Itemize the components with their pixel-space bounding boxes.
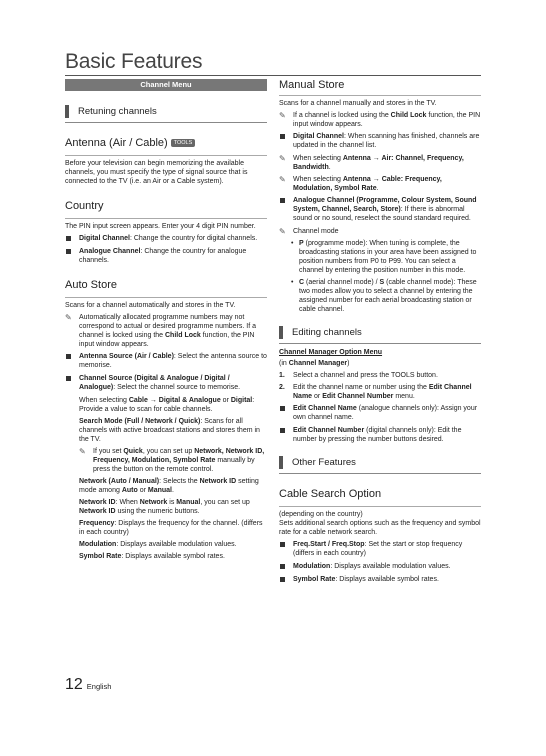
text: : Displays available symbol rates. <box>121 553 225 560</box>
antenna-heading <box>65 137 267 150</box>
text: : If there is abnormal sound or no sound, reselect the sound standard required. <box>293 206 471 222</box>
b: Auto <box>121 487 138 494</box>
cable-modulation-item <box>279 562 481 571</box>
step-number: 2. <box>279 384 285 391</box>
label: Symbol Rate <box>293 576 336 583</box>
b: Manual <box>176 499 201 506</box>
in-channel-manager <box>279 359 481 368</box>
cable-symbol-rate-item <box>279 575 481 584</box>
t: function, the PIN input window appears. <box>79 332 255 348</box>
t: . <box>376 185 379 192</box>
antenna-source-item <box>65 352 267 370</box>
text: : Displays available symbol rates. <box>335 576 439 583</box>
auto-store-intro: Scans for a channel automatically and stores in the TV. <box>65 302 236 309</box>
text: : Scans for all channels with active broadcast stations and stores them in the TV. <box>79 418 260 443</box>
t: Automatically allocated programme numbers may not correspond to actual or desired programme numbers. If a channel is locked using the <box>79 314 257 339</box>
square-bullet-icon <box>66 236 71 241</box>
tools-tag: TOOLS <box>171 139 196 147</box>
t: , you can set up <box>142 448 195 455</box>
cable-search-sub: (depending on the country) <box>279 511 363 518</box>
when-selecting-cable <box>65 396 267 414</box>
dot-bullet-icon: • <box>291 240 294 247</box>
label: Search Mode (Full / Network / Quick) <box>79 418 201 425</box>
b: Edit Channel Name <box>293 384 472 400</box>
manual-note-2 <box>279 154 481 172</box>
network-id-setting <box>65 498 267 516</box>
note-pencil-icon: ✎ <box>279 227 286 236</box>
auto-note-1 <box>65 313 267 349</box>
option-menu-heading: Channel Manager Option Menu <box>279 349 383 356</box>
note-pencil-icon: ✎ <box>279 175 286 184</box>
t: menu. <box>393 393 415 400</box>
symbol-rate-setting <box>65 552 267 561</box>
b: Network ID <box>199 478 237 485</box>
square-bullet-icon <box>66 354 71 359</box>
b: Quick <box>123 448 143 455</box>
manual-store-heading: Manual Store <box>279 79 345 91</box>
b: Antenna → Air: Channel, Frequency, Bandwidth <box>293 155 464 171</box>
label: P <box>299 240 304 247</box>
t: . <box>328 164 331 171</box>
search-mode <box>65 417 267 444</box>
t: is <box>167 499 177 506</box>
b: Child Lock <box>390 112 427 119</box>
t: or <box>220 397 231 404</box>
cable-search-heading: Cable Search Option <box>279 488 382 500</box>
label: Digital Channel <box>79 235 130 242</box>
text: : Change the country for analogue channels. <box>79 248 247 264</box>
t: ) <box>347 360 350 367</box>
label: Analogue Channel <box>79 248 141 255</box>
page-footer <box>65 676 111 694</box>
t: manually by press the button on the remote control. <box>93 457 255 473</box>
b: Channel Manager <box>288 360 348 367</box>
country-rule <box>65 218 267 219</box>
manual-store-rule <box>279 95 481 96</box>
title-rule <box>65 75 481 76</box>
right-column <box>279 79 481 588</box>
text: : Change the country for digital channels. <box>129 235 258 242</box>
label: Network (Auto / Manual) <box>79 478 160 485</box>
square-bullet-icon <box>280 428 285 433</box>
cable-search-text: Sets additional search options such as the frequency and symbol rate for a cable network search. <box>279 520 481 536</box>
label: Network ID <box>79 499 116 506</box>
freq-start-stop-item <box>279 540 481 558</box>
b: Network <box>139 499 168 506</box>
b: Manual <box>147 487 173 494</box>
t: When selecting <box>293 155 343 162</box>
t: Channel mode <box>293 228 339 235</box>
t: When selecting <box>293 176 343 183</box>
left-column <box>65 79 267 564</box>
text: : Set the start or stop frequency (differs in each country) <box>293 541 463 557</box>
label: Edit Channel Name <box>293 405 357 412</box>
t: or <box>137 487 148 494</box>
note-pencil-icon: ✎ <box>65 313 72 322</box>
label: Edit Channel Number <box>293 427 365 434</box>
page-number: 12 <box>65 676 83 693</box>
auto-note-2 <box>65 447 267 474</box>
manual-note-1 <box>279 111 481 129</box>
b: Network ID <box>79 508 116 515</box>
page-language: English <box>86 682 112 691</box>
c-s-mode-item <box>279 278 481 314</box>
retuning-rule <box>65 122 267 123</box>
text: : Select the antenna source to memorise. <box>79 353 267 369</box>
step-2 <box>279 383 481 401</box>
modulation-setting <box>65 540 267 549</box>
country-intro: The PIN input screen appears. Enter your 4 digit PIN number. <box>65 223 256 230</box>
square-bullet-icon <box>66 249 71 254</box>
t: function, the PIN input window appears. <box>293 112 481 128</box>
auto-store-heading: Auto Store <box>65 279 117 291</box>
b: Child Lock <box>165 332 201 339</box>
b: Network, Network ID, Frequency, Modulation, Symbol Rate <box>93 448 265 464</box>
t: : When <box>115 499 140 506</box>
label: Symbol Rate <box>79 553 122 560</box>
channel-menu-banner: Channel Menu <box>65 79 267 91</box>
t: or <box>312 393 323 400</box>
note-pencil-icon: ✎ <box>79 447 86 456</box>
t: setting mode among <box>79 478 259 494</box>
square-bullet-icon <box>66 376 71 381</box>
editing-rule <box>279 343 481 344</box>
t: If you set <box>93 448 124 455</box>
label: Freq.Start / Freq.Stop <box>293 541 365 548</box>
antenna-title: Antenna (Air / Cable) <box>65 137 168 149</box>
text: : Select the channel source to memorise. <box>113 384 241 391</box>
square-bullet-icon <box>280 577 285 582</box>
t: : Provide a value to scan for cable channels. <box>79 397 255 413</box>
auto-store-rule <box>65 297 267 298</box>
label: Analogue Channel (Programme, Colour System, Sound System, Channel, Search, Store) <box>293 197 477 213</box>
t: , you can set up <box>200 499 250 506</box>
label: Frequency <box>79 520 115 527</box>
country-heading: Country <box>65 200 104 212</box>
label: Channel Source (Digital & Analogue / Digital / Analogue) <box>79 375 230 391</box>
note-pencil-icon: ✎ <box>279 154 286 163</box>
step-1 <box>279 371 481 380</box>
antenna-rule <box>65 155 267 156</box>
editing-channels-heading: Editing channels <box>279 326 481 339</box>
b: Cable → Digital & Analogue <box>128 397 221 404</box>
square-bullet-icon <box>280 406 285 411</box>
t: using the numeric buttons. <box>115 508 200 515</box>
t: (aerial channel mode) / <box>304 279 380 286</box>
text: : Displays available modulation values. <box>330 563 451 570</box>
country-analogue-item <box>65 247 267 265</box>
text: Select a channel and press the TOOLS button. <box>293 372 438 379</box>
label: Antenna Source (Air / Cable) <box>79 353 174 360</box>
retuning-heading: Retuning channels <box>65 105 267 118</box>
antenna-text: Before your television can begin memorizing the available channels, you must specify the type of signal source that is connected to the TV (i.e. an Air or a Cable system). <box>65 160 248 185</box>
manual-digital-item <box>279 132 481 150</box>
t: (in <box>279 360 289 367</box>
label: Modulation <box>79 541 117 548</box>
text: (programme mode): When tuning is complete, the broadcasting stations in your area have been assigned to position numbers from P0 to P99. You can select a channel by entering the position number in this mode. <box>299 240 477 274</box>
frequency-setting <box>65 519 267 537</box>
label: S <box>379 279 385 286</box>
t: When selecting <box>79 397 129 404</box>
label: C <box>299 279 305 286</box>
t: Edit the channel name or number using the <box>293 384 429 391</box>
step-number: 1. <box>279 372 285 379</box>
square-bullet-icon <box>280 542 285 547</box>
text: (analogue channels only): Assign your own channel name. <box>293 405 478 421</box>
note-pencil-icon: ✎ <box>279 111 286 120</box>
manual-analogue-item <box>279 196 481 223</box>
square-bullet-icon <box>280 564 285 569</box>
b: Edit Channel Number <box>322 393 394 400</box>
cable-search-rule <box>279 506 481 507</box>
manual-note-4 <box>279 227 481 236</box>
page-title: Basic Features <box>65 50 203 73</box>
other-features-heading: Other Features <box>279 456 481 469</box>
text: (digital channels only): Edit the number by pressing the number buttons desired. <box>293 427 462 443</box>
text: : Displays available modulation values. <box>116 541 237 548</box>
manual-note-3 <box>279 175 481 193</box>
text: : Displays the frequency for the channel. (differs in each country) <box>79 520 263 536</box>
label: Digital Channel <box>293 133 344 140</box>
country-digital-item <box>65 234 267 243</box>
other-rule <box>279 473 481 474</box>
text: : When scanning has finished, channels are updated in the channel list. <box>293 133 480 149</box>
b: Digital <box>230 397 253 404</box>
edit-number-item <box>279 426 481 444</box>
t: : Selects the <box>159 478 200 485</box>
network-setting <box>65 477 267 495</box>
manual-store-intro: Scans for a channel manually and stores in the TV. <box>279 100 437 107</box>
dot-bullet-icon: • <box>291 279 294 286</box>
text: (cable channel mode): These two modes allow you to select a channel by entering the assigned number for each aerial broadcasting station or cable channel. <box>299 279 477 313</box>
b: Antenna → Cable: Frequency, Modulation, Symbol Rate <box>293 176 442 192</box>
channel-source-item <box>65 374 267 392</box>
p-mode-item <box>279 239 481 275</box>
t: . <box>172 487 174 494</box>
square-bullet-icon <box>280 198 285 203</box>
t: If a channel is locked using the <box>293 112 391 119</box>
label: Modulation <box>293 563 331 570</box>
edit-name-item <box>279 404 481 422</box>
square-bullet-icon <box>280 134 285 139</box>
